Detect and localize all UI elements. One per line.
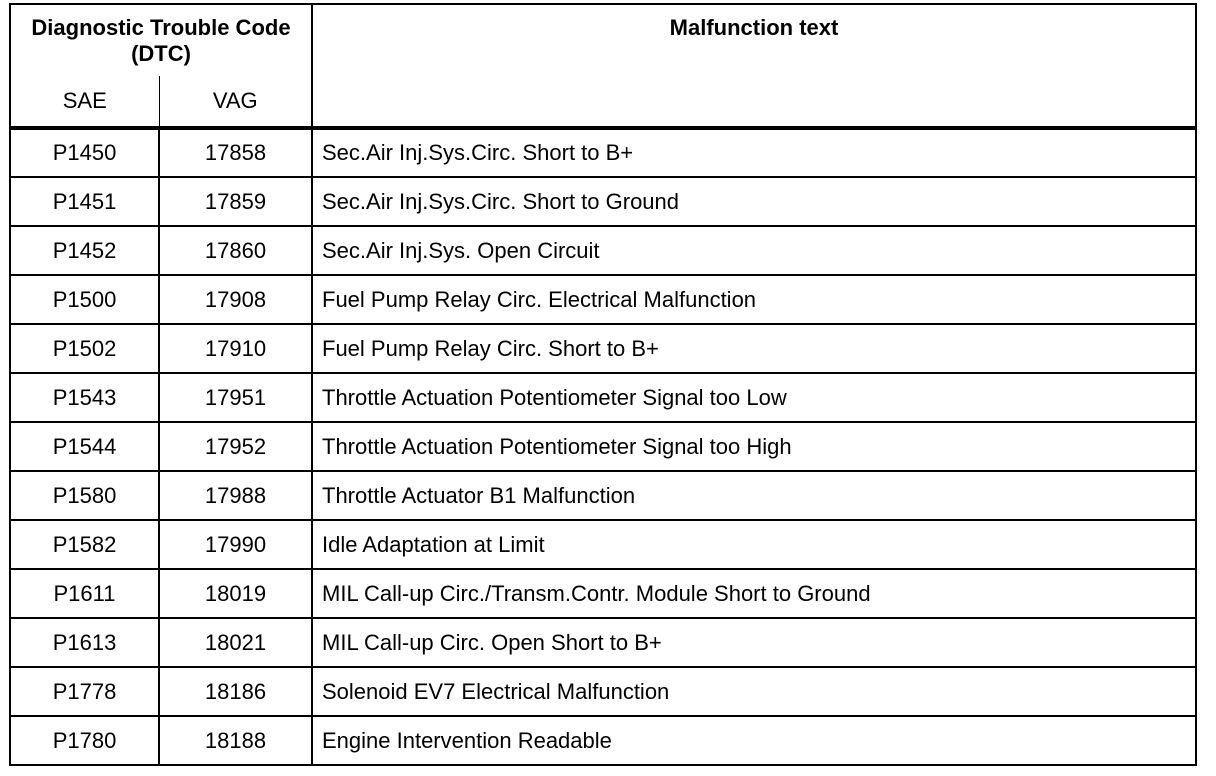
- sae-code-cell: P1500: [10, 275, 159, 324]
- malfunction-text-cell: Throttle Actuator B1 Malfunction: [312, 471, 1196, 520]
- table-row: [10, 324, 1196, 373]
- malfunction-text-cell: Sec.Air Inj.Sys.Circ. Short to B+: [312, 128, 1196, 177]
- sae-code-cell: P1582: [10, 520, 159, 569]
- sae-code-cell: P1450: [10, 128, 159, 177]
- dtc-table: [9, 3, 1197, 766]
- vag-code-cell: 18188: [159, 716, 312, 765]
- table-row: [10, 667, 1196, 716]
- table-row: [10, 226, 1196, 275]
- malfunction-text-cell: Sec.Air Inj.Sys. Open Circuit: [312, 226, 1196, 275]
- malfunction-text-cell: Solenoid EV7 Electrical Malfunction: [312, 667, 1196, 716]
- vag-code-cell: 17910: [159, 324, 312, 373]
- sae-code-cell: P1451: [10, 177, 159, 226]
- malfunction-text-cell: Sec.Air Inj.Sys.Circ. Short to Ground: [312, 177, 1196, 226]
- malfunction-text-cell: Throttle Actuation Potentiometer Signal too Low: [312, 373, 1196, 422]
- vag-code-cell: 17988: [159, 471, 312, 520]
- table-row: [10, 618, 1196, 667]
- vag-code-cell: 18021: [159, 618, 312, 667]
- vag-code-cell: 17990: [159, 520, 312, 569]
- table-header: [10, 4, 1196, 128]
- sae-code-cell: P1613: [10, 618, 159, 667]
- table-row: [10, 373, 1196, 422]
- dtc-group-header: Diagnostic Trouble Code (DTC): [10, 4, 312, 76]
- table-row: [10, 569, 1196, 618]
- sae-code-cell: P1580: [10, 471, 159, 520]
- vag-column-header: VAG: [159, 76, 312, 128]
- table-row: [10, 275, 1196, 324]
- sae-code-cell: P1778: [10, 667, 159, 716]
- malfunction-text-cell: MIL Call-up Circ. Open Short to B+: [312, 618, 1196, 667]
- malfunction-text-cell: Fuel Pump Relay Circ. Short to B+: [312, 324, 1196, 373]
- sae-code-cell: P1780: [10, 716, 159, 765]
- vag-code-cell: 17951: [159, 373, 312, 422]
- malfunction-text-cell: MIL Call-up Circ./Transm.Contr. Module Short to Ground: [312, 569, 1196, 618]
- table-body: [10, 128, 1196, 765]
- sae-code-cell: P1452: [10, 226, 159, 275]
- table-row: [10, 177, 1196, 226]
- sae-code-cell: P1611: [10, 569, 159, 618]
- malfunction-text-cell: Idle Adaptation at Limit: [312, 520, 1196, 569]
- vag-code-cell: 17908: [159, 275, 312, 324]
- vag-code-cell: 17952: [159, 422, 312, 471]
- sae-code-cell: P1502: [10, 324, 159, 373]
- vag-code-cell: 17859: [159, 177, 312, 226]
- sae-column-header: SAE: [10, 76, 159, 128]
- table-row: [10, 422, 1196, 471]
- table-row: [10, 128, 1196, 177]
- vag-code-cell: 18019: [159, 569, 312, 618]
- sae-code-cell: P1543: [10, 373, 159, 422]
- table-row: [10, 716, 1196, 765]
- malfunction-text-cell: Throttle Actuation Potentiometer Signal too High: [312, 422, 1196, 471]
- vag-code-cell: 18186: [159, 667, 312, 716]
- malfunction-text-cell: Fuel Pump Relay Circ. Electrical Malfunction: [312, 275, 1196, 324]
- table-row: [10, 520, 1196, 569]
- table-row: [10, 471, 1196, 520]
- malfunction-text-header: Malfunction text: [312, 4, 1196, 128]
- vag-code-cell: 17860: [159, 226, 312, 275]
- malfunction-text-cell: Engine Intervention Readable: [312, 716, 1196, 765]
- vag-code-cell: 17858: [159, 128, 312, 177]
- sae-code-cell: P1544: [10, 422, 159, 471]
